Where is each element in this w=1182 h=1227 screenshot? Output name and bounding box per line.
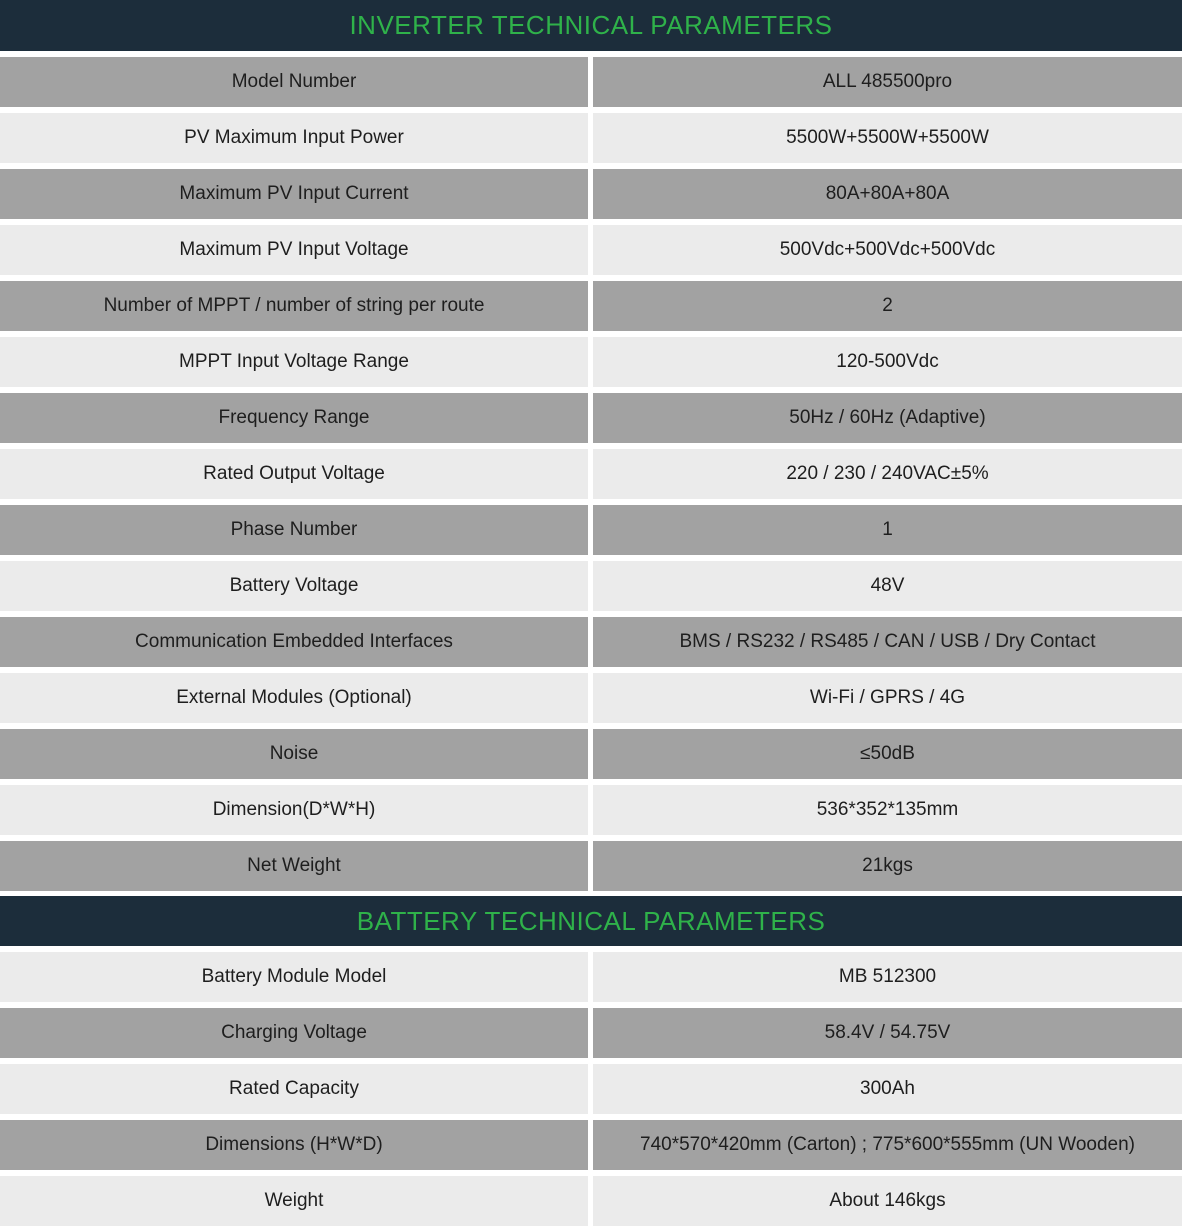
row-label: Weight [0,1176,588,1226]
row-value: 536*352*135mm [593,785,1182,835]
battery-parameters-table [0,952,1182,1226]
table-row [0,281,1182,331]
row-value: About 146kgs [593,1176,1182,1226]
row-value: 1 [593,505,1182,555]
row-label: External Modules (Optional) [0,673,588,723]
inverter-section-title: INVERTER TECHNICAL PARAMETERS [0,0,1182,51]
row-value: ALL 485500pro [593,57,1182,107]
row-label: Net Weight [0,841,588,891]
battery-section-title: BATTERY TECHNICAL PARAMETERS [0,896,1182,946]
row-label: Frequency Range [0,393,588,443]
row-label: Maximum PV Input Current [0,169,588,219]
row-value: 80A+80A+80A [593,169,1182,219]
row-value: ≤50dB [593,729,1182,779]
row-value: 50Hz / 60Hz (Adaptive) [593,393,1182,443]
row-label: Battery Voltage [0,561,588,611]
row-label: Charging Voltage [0,1008,588,1058]
row-label: MPPT Input Voltage Range [0,337,588,387]
table-row [0,1064,1182,1114]
row-value: BMS / RS232 / RS485 / CAN / USB / Dry Contact [593,617,1182,667]
row-value: 5500W+5500W+5500W [593,113,1182,163]
row-label: PV Maximum Input Power [0,113,588,163]
row-label: Model Number [0,57,588,107]
table-row [0,337,1182,387]
row-label: Maximum PV Input Voltage [0,225,588,275]
row-value: 21kgs [593,841,1182,891]
row-label: Rated Capacity [0,1064,588,1114]
table-row [0,841,1182,891]
table-row [0,785,1182,835]
table-row [0,225,1182,275]
table-row [0,561,1182,611]
row-value: 48V [593,561,1182,611]
table-row [0,1176,1182,1226]
table-row [0,113,1182,163]
table-row [0,505,1182,555]
table-row [0,673,1182,723]
inverter-parameters-table [0,57,1182,891]
row-value: 500Vdc+500Vdc+500Vdc [593,225,1182,275]
row-value: 2 [593,281,1182,331]
table-row [0,169,1182,219]
table-row [0,1008,1182,1058]
row-value: 120-500Vdc [593,337,1182,387]
row-value: 300Ah [593,1064,1182,1114]
table-row [0,617,1182,667]
table-row [0,952,1182,1002]
table-row [0,729,1182,779]
table-row [0,449,1182,499]
row-label: Noise [0,729,588,779]
row-value: 220 / 230 / 240VAC±5% [593,449,1182,499]
row-value: Wi-Fi / GPRS / 4G [593,673,1182,723]
row-value: 740*570*420mm (Carton) ; 775*600*555mm (UN Wooden) [593,1120,1182,1170]
table-row [0,1120,1182,1170]
row-label: Phase Number [0,505,588,555]
table-row [0,393,1182,443]
row-value: MB 512300 [593,952,1182,1002]
table-row [0,57,1182,107]
row-label: Dimensions (H*W*D) [0,1120,588,1170]
row-label: Battery Module Model [0,952,588,1002]
row-label: Dimension(D*W*H) [0,785,588,835]
row-label: Communication Embedded Interfaces [0,617,588,667]
row-value: 58.4V / 54.75V [593,1008,1182,1058]
row-label: Number of MPPT / number of string per route [0,281,588,331]
row-label: Rated Output Voltage [0,449,588,499]
